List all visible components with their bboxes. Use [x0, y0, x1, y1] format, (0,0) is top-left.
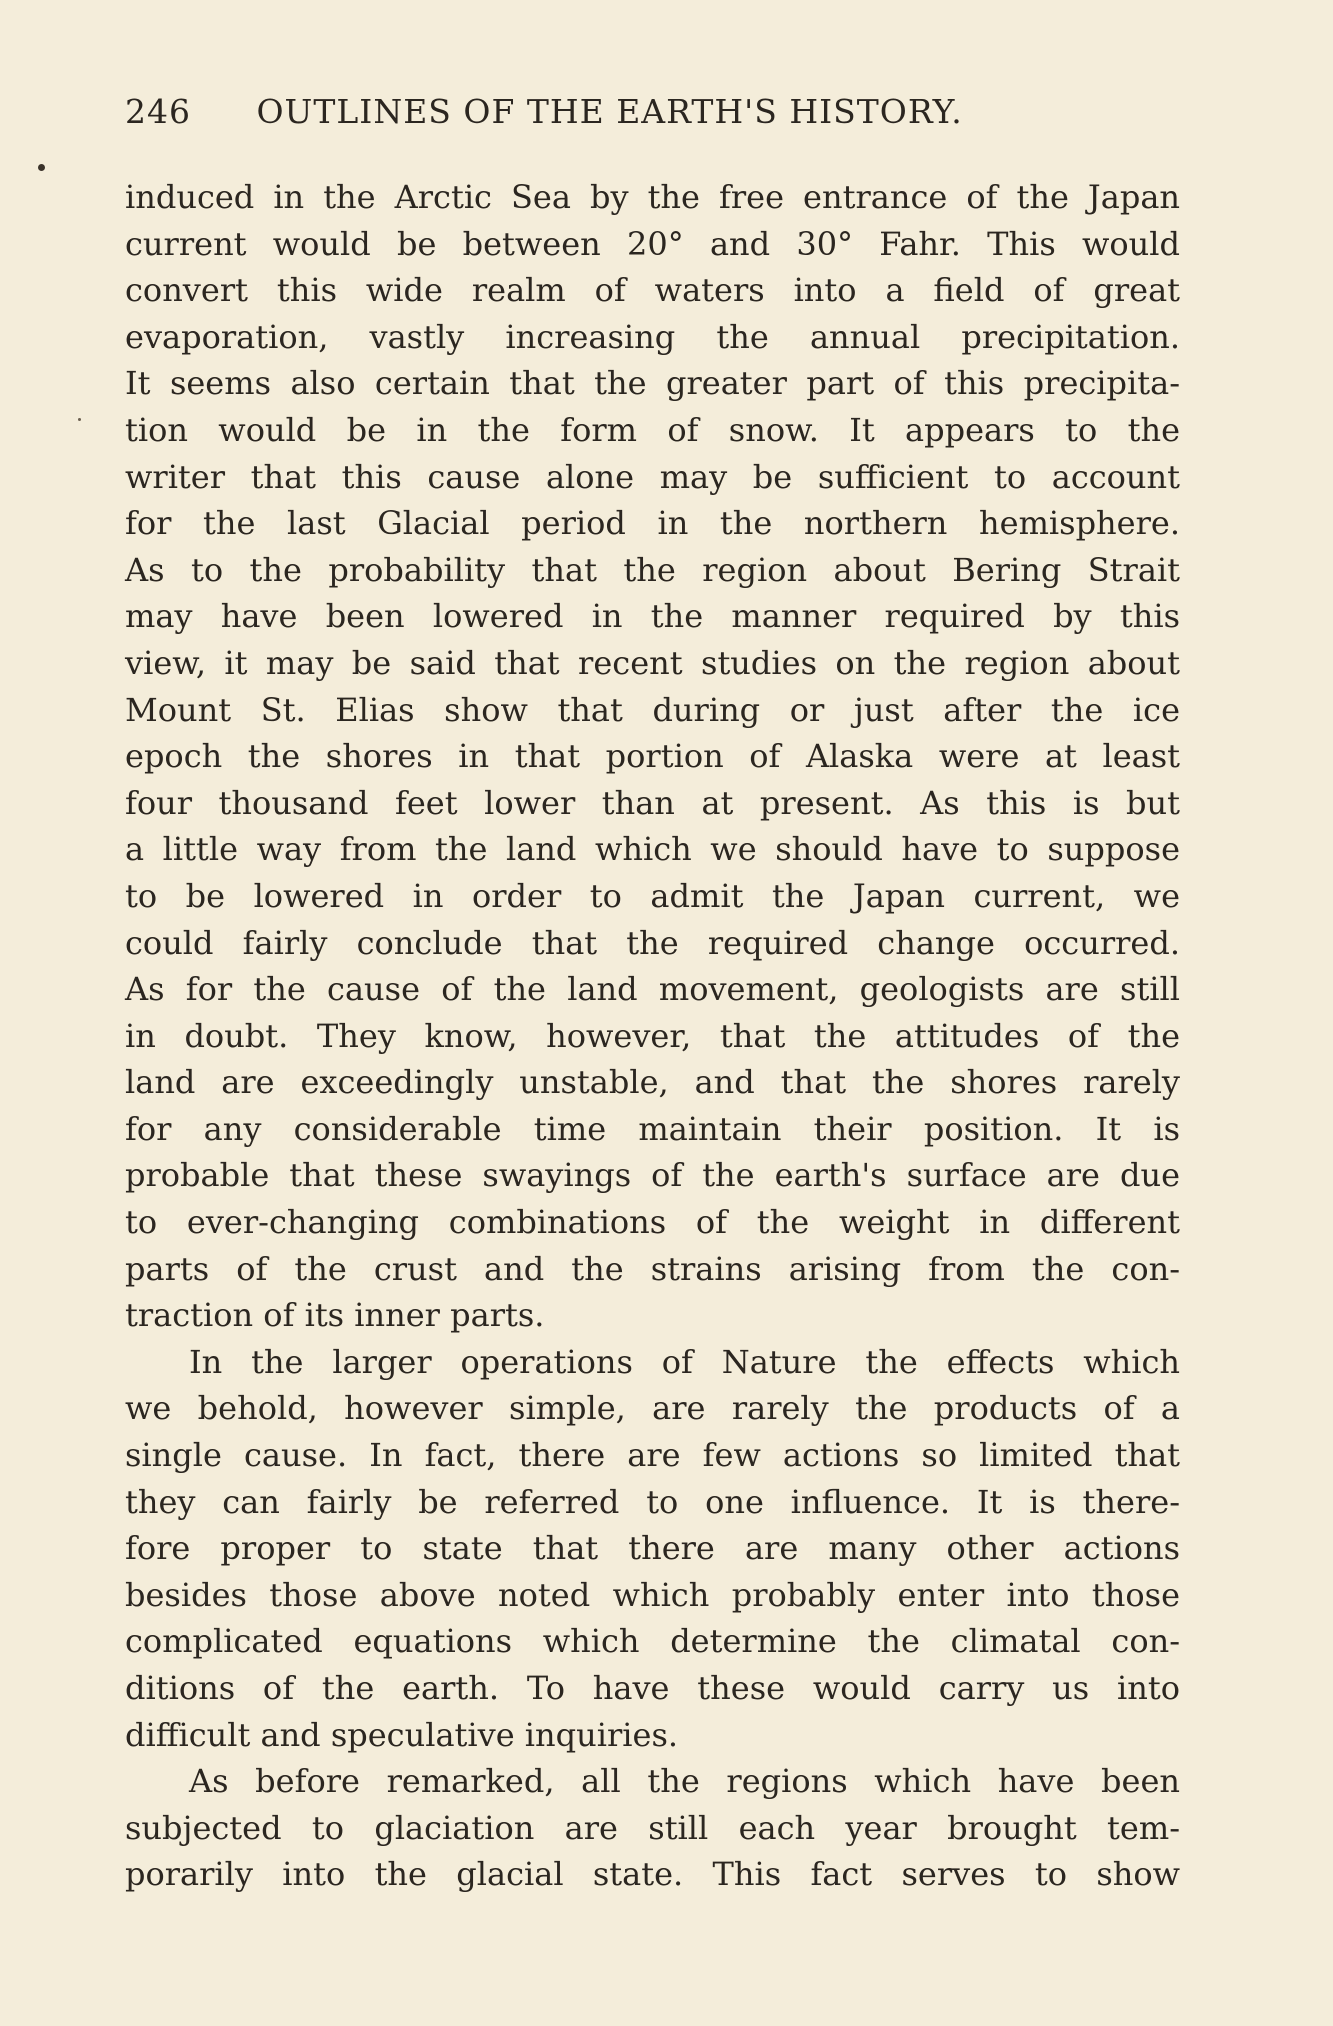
- text-line: we behold, however simple, are rarely the products of a: [125, 1389, 1180, 1428]
- text-line: four thousand feet lower than at present. As this is but: [125, 783, 1180, 822]
- paragraph-1: [125, 174, 1180, 1339]
- text-line: a little way from the land which we should have to suppose: [125, 830, 1180, 869]
- text-line: As to the probability that the region about Bering Strait: [125, 550, 1180, 589]
- text-line: writer that this cause alone may be sufficient to account: [125, 457, 1180, 496]
- text-line: land are exceedingly unstable, and that the shores rarely: [125, 1063, 1180, 1102]
- text-line: As for the cause of the land movement, geologists are still: [125, 970, 1180, 1009]
- text-line: may have been lowered in the manner required by this: [125, 597, 1180, 636]
- text-line: fore proper to state that there are many other actions: [125, 1529, 1180, 1568]
- text-line: single cause. In fact, there are few actions so limited that: [125, 1436, 1180, 1475]
- text-line: probable that these swayings of the earth's surface are due: [125, 1156, 1180, 1195]
- paragraph-3: [125, 1758, 1180, 1898]
- text-line: ditions of the earth. To have these would carry us into: [125, 1669, 1180, 1707]
- running-title: OUTLINES OF THE EARTH'S HISTORY.: [256, 92, 963, 131]
- paragraph-2: [125, 1339, 1180, 1758]
- text-line: parts of the crust and the strains arising from the con-: [125, 1249, 1180, 1288]
- text-line: As before remarked, all the regions which have been: [189, 1762, 1180, 1801]
- ink-speck: [78, 418, 81, 421]
- text-line: difficult and speculative inquiries.: [125, 1715, 679, 1754]
- running-head: [125, 86, 1185, 138]
- text-line: for the last Glacial period in the northern hemisphere.: [125, 504, 1180, 543]
- text-line: to ever-changing combinations of the weight in different: [125, 1203, 1180, 1242]
- text-line: epoch the shores in that portion of Alaska were at least: [125, 737, 1180, 776]
- text-line: could fairly conclude that the required change occurred.: [125, 923, 1180, 962]
- text-line: subjected to glaciation are still each year brought tem-: [125, 1808, 1180, 1847]
- text-line: they can fairly be referred to one influence. It is there-: [125, 1482, 1180, 1521]
- page-body: [125, 174, 1180, 1898]
- ink-speck: [38, 164, 45, 171]
- text-line: to be lowered in order to admit the Japan current, we: [125, 876, 1180, 915]
- text-line: besides those above noted which probably enter into those: [125, 1575, 1180, 1614]
- page-number: 246: [125, 92, 191, 131]
- text-line: for any considerable time maintain their position. It is: [125, 1109, 1180, 1148]
- text-line: view, it may be said that recent studies on the region about: [125, 643, 1180, 682]
- text-line: It seems also certain that the greater part of this precipita-: [125, 364, 1180, 403]
- text-line: porarily into the glacial state. This fact serves to show: [125, 1855, 1180, 1894]
- text-line: current would be between 20° and 30° Fahr. This would: [125, 224, 1180, 263]
- text-line: In the larger operations of Nature the effects which: [189, 1342, 1180, 1381]
- text-line: complicated equations which determine the climatal con-: [125, 1622, 1180, 1661]
- text-line: in doubt. They know, however, that the attitudes of the: [125, 1016, 1180, 1055]
- text-line: Mount St. Elias show that during or just after the ice: [125, 690, 1180, 729]
- text-line: convert this wide realm of waters into a field of great: [125, 271, 1180, 310]
- text-line: traction of its inner parts.: [125, 1296, 545, 1335]
- text-line: evaporation, vastly increasing the annual precipitation.: [125, 317, 1180, 356]
- text-line: induced in the Arctic Sea by the free entrance of the Japan: [125, 178, 1180, 216]
- text-line: tion would be in the form of snow. It appears to the: [125, 410, 1180, 449]
